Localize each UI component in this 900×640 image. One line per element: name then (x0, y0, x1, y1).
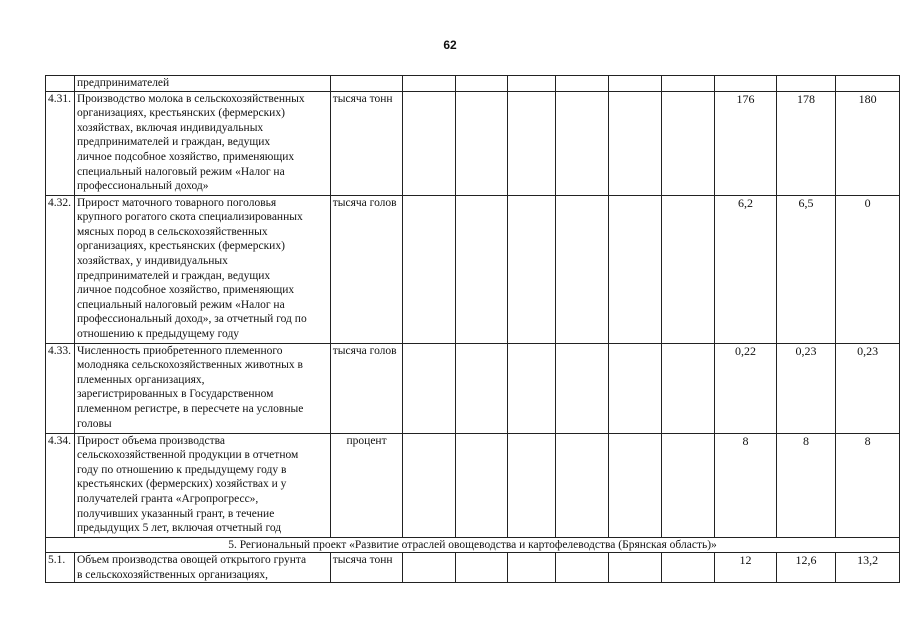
description-line: сельскохозяйственной продукции в отчетном (76, 449, 299, 462)
table-row (46, 76, 900, 92)
description-line: зарегистрированных в Государственном (76, 388, 274, 401)
description-line: молодняка сельскохозяйственных животных в (76, 359, 303, 372)
empty-year-cell (455, 91, 507, 195)
description-line: мясных пород в сельскохозяйственных (76, 225, 268, 238)
empty-year-cell (661, 76, 714, 92)
target-value (836, 76, 900, 92)
description-line: Прирост маточного товарного поголовья (76, 196, 277, 209)
target-value: 0,23 (776, 343, 836, 433)
empty-year-cell (455, 343, 507, 433)
empty-year-cell (609, 76, 661, 92)
target-value: 12,6 (776, 553, 836, 583)
row-number: 4.33. (46, 343, 75, 433)
empty-year-cell (508, 553, 556, 583)
empty-year-cell (661, 195, 714, 343)
empty-year-cell (609, 553, 661, 583)
indicator-description (74, 343, 330, 433)
unit-of-measure: тысяча тонн (330, 553, 403, 583)
empty-year-cell (609, 433, 661, 537)
empty-year-cell (609, 195, 661, 343)
target-value: 12 (715, 553, 777, 583)
indicator-description (74, 91, 330, 195)
section-title: 5. Региональный проект «Развитие отраслей овощеводства и картофелеводства (Брянская область)» (46, 537, 900, 553)
description-line: племенных организациях, (76, 373, 205, 386)
description-line: Объем производства овощей открытого грунта (76, 554, 307, 567)
empty-year-cell (403, 553, 455, 583)
description-line: специальный налоговый режим «Налог на (76, 165, 285, 178)
target-value: 0 (836, 195, 900, 343)
target-value: 0,22 (715, 343, 777, 433)
description-line: племенном регистре, в пересчете на условные (76, 402, 304, 415)
empty-year-cell (403, 433, 455, 537)
target-value: 178 (776, 91, 836, 195)
target-value: 8 (836, 433, 900, 537)
description-line: получателей гранта «Агропрогресс», (76, 492, 259, 505)
target-value: 0,23 (836, 343, 900, 433)
row-number: 4.31. (46, 91, 75, 195)
empty-year-cell (661, 343, 714, 433)
description-line: личное подсобное хозяйство, применяющих (76, 284, 295, 297)
target-value: 8 (715, 433, 777, 537)
target-value: 180 (836, 91, 900, 195)
description-line: хозяйствах, у индивидуальных (76, 254, 228, 267)
description-line: личное подсобное хозяйство, применяющих (76, 150, 295, 163)
table-row (46, 195, 900, 343)
target-value: 6,5 (776, 195, 836, 343)
description-line: профессиональный доход» (76, 180, 209, 193)
empty-year-cell (661, 91, 714, 195)
empty-year-cell (661, 433, 714, 537)
description-line: Численность приобретенного племенного (76, 344, 283, 357)
table-row (46, 553, 900, 583)
description-line: крестьянских (фермерских) хозяйствах и у (76, 478, 287, 491)
indicator-description (74, 553, 330, 583)
description-line: головы (76, 417, 112, 430)
description-line: предпринимателей и граждан, ведущих (76, 269, 271, 282)
empty-year-cell (555, 195, 608, 343)
target-value: 6,2 (715, 195, 777, 343)
unit-of-measure: процент (330, 433, 403, 537)
target-value: 176 (715, 91, 777, 195)
description-line: году по отношению к предыдущему году в (76, 463, 287, 476)
table-row (46, 433, 900, 537)
indicators-table (45, 75, 900, 583)
empty-year-cell (508, 195, 556, 343)
description-line: в сельскохозяйственных организациях, (76, 568, 268, 581)
description-line: хозяйствах, включая индивидуальных (76, 121, 264, 134)
target-value: 13,2 (836, 553, 900, 583)
indicator-description (74, 76, 330, 92)
description-line: Прирост объема производства (76, 434, 226, 447)
description-line: отношению к предыдущему году (76, 327, 240, 340)
empty-year-cell (508, 91, 556, 195)
row-number: 4.34. (46, 433, 75, 537)
empty-year-cell (555, 343, 608, 433)
indicator-description (74, 433, 330, 537)
empty-year-cell (661, 553, 714, 583)
unit-of-measure (330, 76, 403, 92)
empty-year-cell (403, 76, 455, 92)
description-line: специальный налоговый режим «Налог на (76, 298, 285, 311)
row-number (46, 76, 75, 92)
description-line: предыдущих 5 лет, включая отчетный год (76, 522, 282, 535)
target-value: 8 (776, 433, 836, 537)
empty-year-cell (555, 433, 608, 537)
unit-of-measure: тысяча голов (330, 195, 403, 343)
empty-year-cell (508, 433, 556, 537)
empty-year-cell (555, 76, 608, 92)
unit-of-measure: тысяча тонн (330, 91, 403, 195)
description-line: организациях, крестьянских (фермерских) (76, 240, 285, 253)
empty-year-cell (403, 343, 455, 433)
empty-year-cell (609, 343, 661, 433)
empty-year-cell (508, 343, 556, 433)
empty-year-cell (508, 76, 556, 92)
empty-year-cell (403, 195, 455, 343)
description-line: организациях, крестьянских (фермерских) (76, 107, 285, 120)
empty-year-cell (555, 553, 608, 583)
description-line: получивших указанный грант, в течение (76, 507, 275, 520)
empty-year-cell (455, 433, 507, 537)
empty-year-cell (455, 553, 507, 583)
unit-of-measure: тысяча голов (330, 343, 403, 433)
table-row (46, 343, 900, 433)
empty-year-cell (455, 76, 507, 92)
row-number: 5.1. (46, 553, 75, 583)
target-value (715, 76, 777, 92)
page-number: 62 (443, 38, 457, 52)
description-line: предпринимателей (76, 77, 170, 89)
empty-year-cell (403, 91, 455, 195)
target-value (776, 76, 836, 92)
table-row (46, 91, 900, 195)
description-line: крупного рогатого скота специализированных (76, 211, 303, 224)
description-line: Производство молока в сельскохозяйственных (76, 92, 305, 105)
empty-year-cell (609, 91, 661, 195)
empty-year-cell (555, 91, 608, 195)
row-number: 4.32. (46, 195, 75, 343)
indicator-description (74, 195, 330, 343)
section-header-row (46, 537, 900, 553)
empty-year-cell (455, 195, 507, 343)
description-line: профессиональный доход», за отчетный год по (76, 313, 307, 326)
description-line: предпринимателей и граждан, ведущих (76, 136, 271, 149)
